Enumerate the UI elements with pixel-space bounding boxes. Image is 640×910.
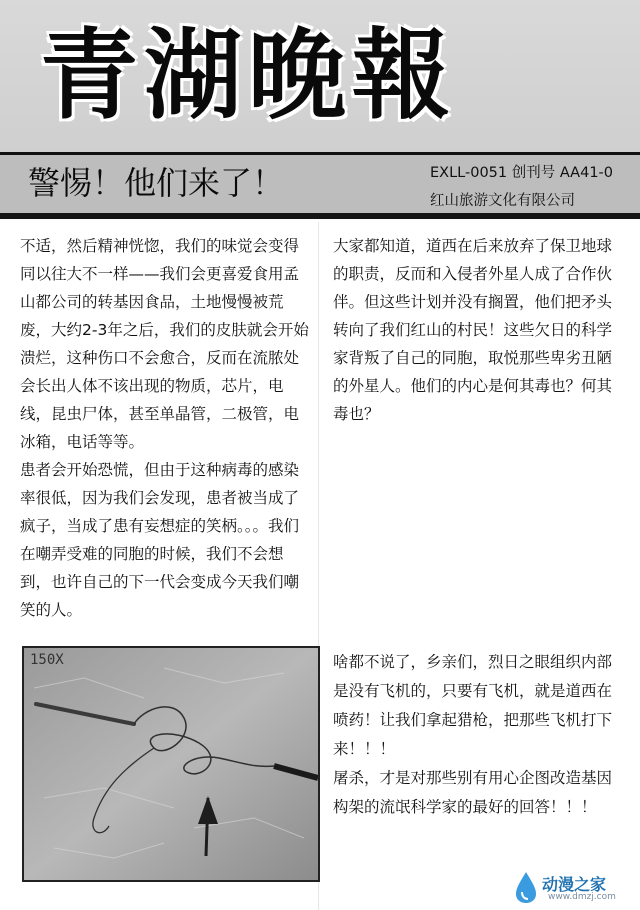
article-paragraph: 大家都知道，道西在后来放弃了保卫地球的职责，反而和入侵者外星人成了合作伙伴。但这些计划并没有搁置，他们把矛头转向了我们红山的村民！这些欠日的科学家背叛了自己的同胞，取悦那些卑劣丑陋的外星人。他们的内心是何其毒也？何其毒也？ <box>333 237 613 423</box>
microscope-image <box>24 648 318 880</box>
droplet-logo-icon <box>512 870 540 904</box>
article-left-column <box>20 232 312 624</box>
masthead <box>0 0 640 152</box>
article-paragraph: 患者会开始恐慌，但由于这种病毒的感染率很低，因为我们会发现，患者被当成了疯子，当成了患有妄想症的笑柄。。。我们在嘲弄受难的同胞的时候，我们不会想到，也许自己的下一代会变成今天我们嘲笑的人。 <box>20 461 300 619</box>
article-paragraph: 啥都不说了，乡亲们，烈日之眼组织内部是没有飞机的，只要有飞机，就是道西在喷药！让我们拿起猎枪，把那些飞机打下来！！！ <box>333 653 613 758</box>
magnification-label: 150X <box>30 652 64 668</box>
subheader-bar <box>0 155 640 213</box>
article-right-column-top <box>333 232 625 428</box>
publisher-name: 红山旅游文化有限公司 <box>430 193 575 209</box>
article-right-column-bottom <box>333 648 625 822</box>
article-paragraph: 不适，然后精神恍惚，我们的味觉会变得同以往大不一样——我们会更喜爱食用孟山都公司的转基因食品，土地慢慢被荒废，大约2-3年之后，我们的皮肤就会开始溃烂，这种伤口不会愈合，反而在流脓处会长出人体不该出现的物质，芯片，电线，昆虫尸体，甚至单晶管，二极管，电冰箱，电话等等。 <box>20 237 309 451</box>
newspaper-title: 青湖晚報 <box>40 19 457 133</box>
watermark-name: 动漫之家 <box>542 875 607 894</box>
microscope-photo <box>22 646 320 882</box>
site-watermark <box>512 870 632 906</box>
article-paragraph: 屠杀，才是对那些别有用心企图改造基因构架的流氓科学家的最好的回答！！！ <box>333 769 613 816</box>
issue-number: EXLL-0051 创刊号 AA41-0 <box>430 165 613 181</box>
watermark-url: www.dmzj.com <box>548 892 616 902</box>
header-divider-bottom <box>0 213 640 219</box>
headline: 警惕！他们来了！ <box>28 164 285 202</box>
